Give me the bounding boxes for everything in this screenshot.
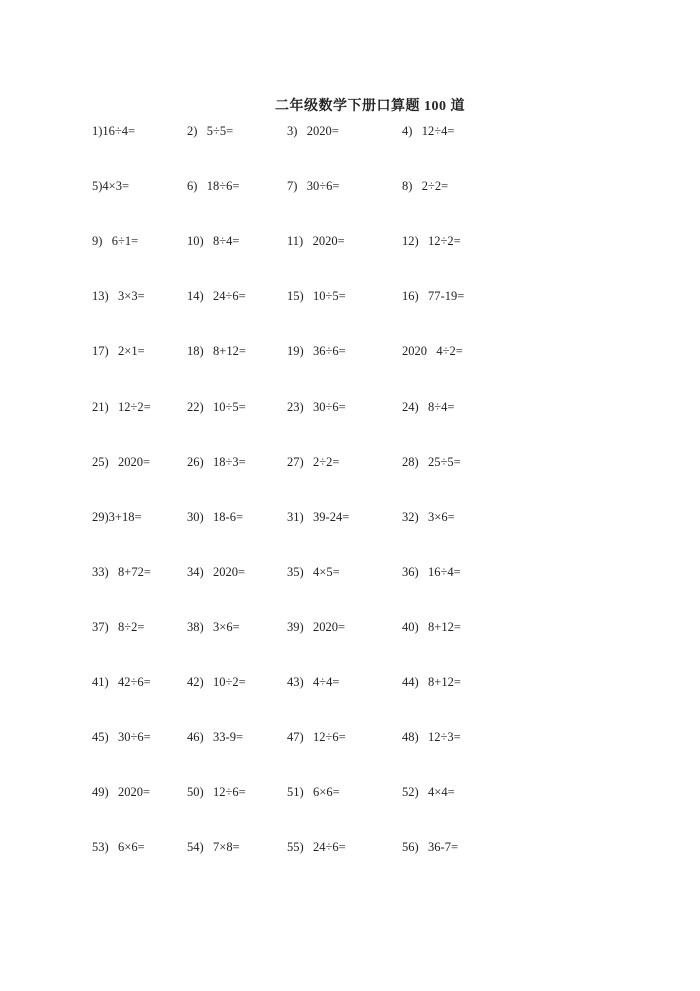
problem-row	[92, 177, 612, 195]
problem-row	[92, 673, 612, 691]
problem-item: 10) 8÷4=	[187, 234, 240, 249]
page-title: 二年级数学下册口算题 100 道	[275, 99, 465, 114]
problem-item: 39) 2020=	[287, 619, 346, 634]
problem-item: 47) 12÷6=	[287, 730, 346, 745]
problem-item: 15) 10÷5=	[287, 289, 346, 304]
problem-item: 56) 36-7=	[402, 840, 458, 855]
problem-row	[92, 783, 612, 801]
problem-item: 13) 3×3=	[92, 289, 145, 304]
problem-item: 19) 36÷6=	[287, 344, 346, 359]
problem-item: 30) 18-6=	[187, 509, 243, 524]
problem-item: 8) 2÷2=	[402, 179, 449, 194]
problem-row	[92, 838, 612, 856]
problem-item: 52) 4×4=	[402, 785, 455, 800]
problem-item: 17) 2×1=	[92, 344, 145, 359]
problem-item: 38) 3×6=	[187, 619, 240, 634]
problem-row	[92, 618, 612, 636]
problem-item: 25) 2020=	[92, 454, 151, 469]
problem-row	[92, 453, 612, 471]
problem-item: 32) 3×6=	[402, 509, 455, 524]
problem-item: 44) 8+12=	[402, 675, 461, 689]
problem-item: 33) 8+72=	[92, 564, 151, 579]
problem-item: 54) 7×8=	[187, 840, 240, 855]
problem-item: 18) 8+12=	[187, 344, 246, 359]
problem-item: 4) 12÷4=	[402, 124, 455, 138]
problem-item: 55) 24÷6=	[287, 840, 346, 855]
problem-item: 1)16÷4=	[92, 124, 136, 138]
problem-item: 26) 18÷3=	[187, 454, 246, 469]
problem-item: 23) 30÷6=	[287, 399, 346, 414]
problem-item: 36) 16÷4=	[402, 564, 461, 579]
problem-item: 9) 6÷1=	[92, 234, 139, 249]
problem-item: 16) 77-19=	[402, 289, 465, 304]
problem-row	[92, 342, 612, 360]
problem-item: 3) 2020=	[287, 124, 339, 138]
problem-item: 49) 2020=	[92, 785, 151, 800]
problem-item: 40) 8+12=	[402, 619, 461, 634]
problem-item: 27) 2÷2=	[287, 454, 340, 469]
problem-item: 28) 25÷5=	[402, 454, 461, 469]
problem-item: 11) 2020=	[287, 234, 345, 249]
problem-item: 14) 24÷6=	[187, 289, 246, 304]
problem-row	[92, 728, 612, 746]
problem-item: 2) 5÷5=	[187, 124, 234, 138]
problem-row	[92, 287, 612, 305]
problem-item: 5)4×3=	[92, 179, 130, 194]
problem-item: 45) 30÷6=	[92, 730, 151, 745]
problem-item: 41) 42÷6=	[92, 675, 151, 689]
problem-item: 31) 39-24=	[287, 509, 350, 524]
problem-item: 7) 30÷6=	[287, 179, 340, 194]
problem-item: 29)3+18=	[92, 509, 142, 524]
problem-item: 51) 6×6=	[287, 785, 340, 800]
problem-item: 50) 12÷6=	[187, 785, 246, 800]
problem-row	[92, 232, 612, 250]
problem-item: 48) 12÷3=	[402, 730, 461, 745]
problem-item: 6) 18÷6=	[187, 179, 240, 194]
problem-row	[92, 508, 612, 526]
problem-item: 46) 33-9=	[187, 730, 243, 745]
problem-item: 43) 4÷4=	[287, 675, 340, 689]
problem-item: 24) 8÷4=	[402, 399, 455, 414]
problem-item: 12) 12÷2=	[402, 234, 461, 249]
problem-item: 2020 4÷2=	[402, 344, 463, 359]
problem-item: 53) 6×6=	[92, 840, 145, 855]
problem-item: 35) 4×5=	[287, 564, 340, 579]
problem-item: 21) 12÷2=	[92, 399, 151, 414]
problem-item: 37) 8÷2=	[92, 619, 145, 634]
problem-row	[92, 398, 612, 416]
problem-item: 34) 2020=	[187, 564, 246, 579]
problem-item: 22) 10÷5=	[187, 399, 246, 414]
problem-row	[92, 563, 612, 581]
problem-item: 42) 10÷2=	[187, 675, 246, 689]
problem-row	[92, 122, 612, 140]
